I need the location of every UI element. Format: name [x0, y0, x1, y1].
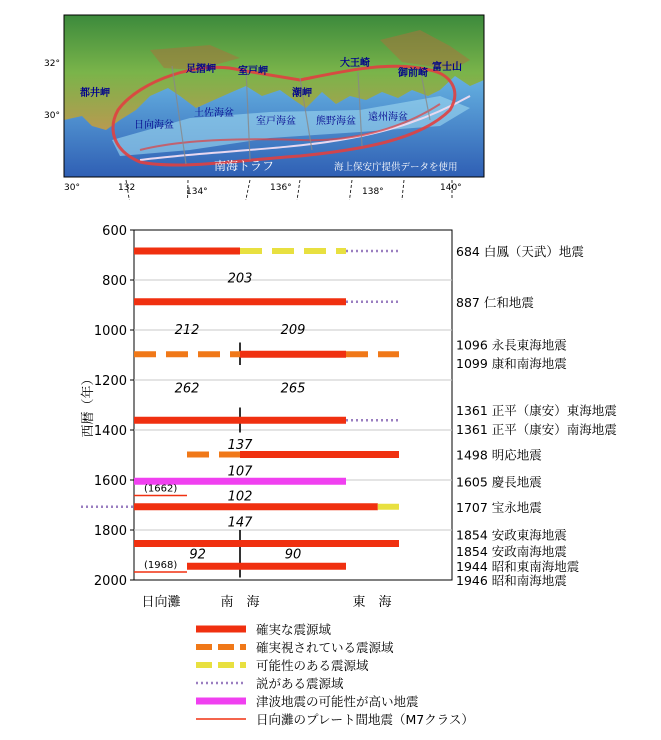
legend-item-possible	[196, 656, 636, 674]
legend-swatch	[196, 712, 248, 726]
hyuganada-events	[134, 484, 187, 573]
interval-label: 262	[174, 381, 200, 397]
region-label-tokai: 東 海	[352, 595, 392, 610]
event-label: 1707 宝永地震	[456, 499, 542, 515]
event-label: 1498 明応地震	[456, 447, 542, 463]
legend-label: 確実な震源域	[256, 622, 332, 637]
legend-swatch	[196, 676, 248, 690]
region-label-nankai: 南 海	[220, 595, 260, 610]
y-tick-label: 1400	[93, 424, 127, 439]
legend-item-theory	[196, 674, 636, 692]
legend-swatch	[196, 694, 248, 708]
event-label: 887 仁和地震	[456, 294, 534, 310]
legend-label: 日向灘のプレート間地震（M7クラス）	[256, 712, 474, 727]
map-place-daio: 大王崎	[340, 58, 370, 69]
legend	[196, 620, 636, 728]
legend-label: 津波地震の可能性が高い地震	[256, 694, 419, 709]
event-label: 1361 正平（康安）東海地震	[456, 403, 617, 418]
map-place-toimisaki: 都井岬	[80, 88, 110, 99]
map-lat-label-30: 30°	[44, 111, 60, 121]
hyuganada-label-1662: (1662)	[144, 483, 178, 495]
interval-label: 137	[227, 437, 253, 453]
map-lon-label-140: 140°	[440, 183, 462, 193]
y-tick-label: 1800	[93, 524, 127, 539]
y-tick-label: 1600	[93, 474, 127, 489]
event-label: 1946 昭和南海地震	[456, 573, 567, 588]
map-lon-label-134: 134°	[186, 187, 208, 197]
y-tick-label: 800	[102, 274, 127, 289]
legend-swatch	[196, 622, 248, 636]
legend-label: 可能性のある震源域	[256, 658, 369, 673]
map-place-omaezaki: 御前崎	[398, 68, 428, 79]
map-lat-label-32: 32°	[44, 59, 60, 69]
interval-label: 147	[227, 515, 253, 531]
event-label: 1096 永長東海地震	[456, 337, 567, 353]
map-place-muroto: 室戸岬	[238, 66, 268, 77]
hyuganada-label-1968: (1968)	[144, 560, 178, 571]
plot-gridlines	[134, 280, 452, 530]
map-lon-label-130: 30°	[64, 183, 80, 193]
y-tick-label: 2000	[93, 574, 127, 589]
event-label: 1854 安政南海地震	[456, 544, 567, 559]
y-tick-label: 1200	[93, 374, 127, 389]
plot-frame	[134, 230, 452, 580]
event-label: 1361 正平（康安）南海地震	[456, 421, 617, 437]
event-labels	[456, 244, 617, 588]
legend-item-certain	[196, 620, 636, 638]
y-axis-ticks	[94, 224, 134, 589]
map-lon-label-132: 132	[118, 183, 136, 193]
legend-item-tsunami	[196, 692, 636, 710]
map-credit: 海上保安庁提供データを使用	[334, 162, 458, 173]
legend-item-likely	[196, 638, 636, 656]
interval-label: 107	[227, 464, 253, 480]
interval-label: 209	[280, 322, 306, 338]
y-tick-label: 1000	[93, 324, 127, 339]
event-label: 1944 昭和東南海地震	[456, 559, 580, 574]
event-label: 1099 康和南海地震	[456, 356, 567, 371]
interval-label: 203	[227, 271, 253, 287]
legend-label: 説がある震源域	[256, 676, 344, 691]
y-axis-label: 西暦（年）	[81, 372, 96, 438]
legend-swatch	[196, 640, 248, 654]
map-lon-label-138: 138°	[362, 187, 384, 197]
event-label: 1854 安政東海地震	[456, 527, 567, 543]
legend-swatch	[196, 658, 248, 672]
map-basin-enshu: 遠州海盆	[368, 112, 408, 123]
legend-label: 確実視されている震源域	[256, 640, 394, 655]
map-basin-kumano: 熊野海盆	[316, 116, 356, 127]
map-basin-muroto: 室戸海盆	[256, 116, 296, 127]
y-tick-label: 600	[102, 224, 127, 239]
legend-item-hyuganada	[196, 710, 636, 728]
interval-label: 90	[284, 547, 302, 563]
map-trough-label: 南海トラフ	[214, 159, 275, 173]
interval-label: 92	[189, 547, 206, 563]
map-basin-tosa: 土佐海盆	[194, 108, 234, 119]
region-label-hyuganada: 日向灘	[141, 595, 181, 610]
map-place-shiono: 潮岬	[292, 88, 312, 99]
map-basin-hyuga: 日向海盆	[134, 120, 174, 131]
interval-label: 102	[227, 489, 253, 505]
map-lon-label-136: 136°	[270, 183, 292, 193]
event-label: 684 白鳳（天武）地震	[456, 244, 584, 259]
interval-label: 212	[174, 322, 200, 338]
interval-label: 265	[280, 381, 306, 397]
map-place-ashizuri: 足摺岬	[186, 64, 216, 75]
map-place-fuji: 富士山	[432, 62, 462, 73]
event-label: 1605 慶長地震	[456, 474, 542, 490]
